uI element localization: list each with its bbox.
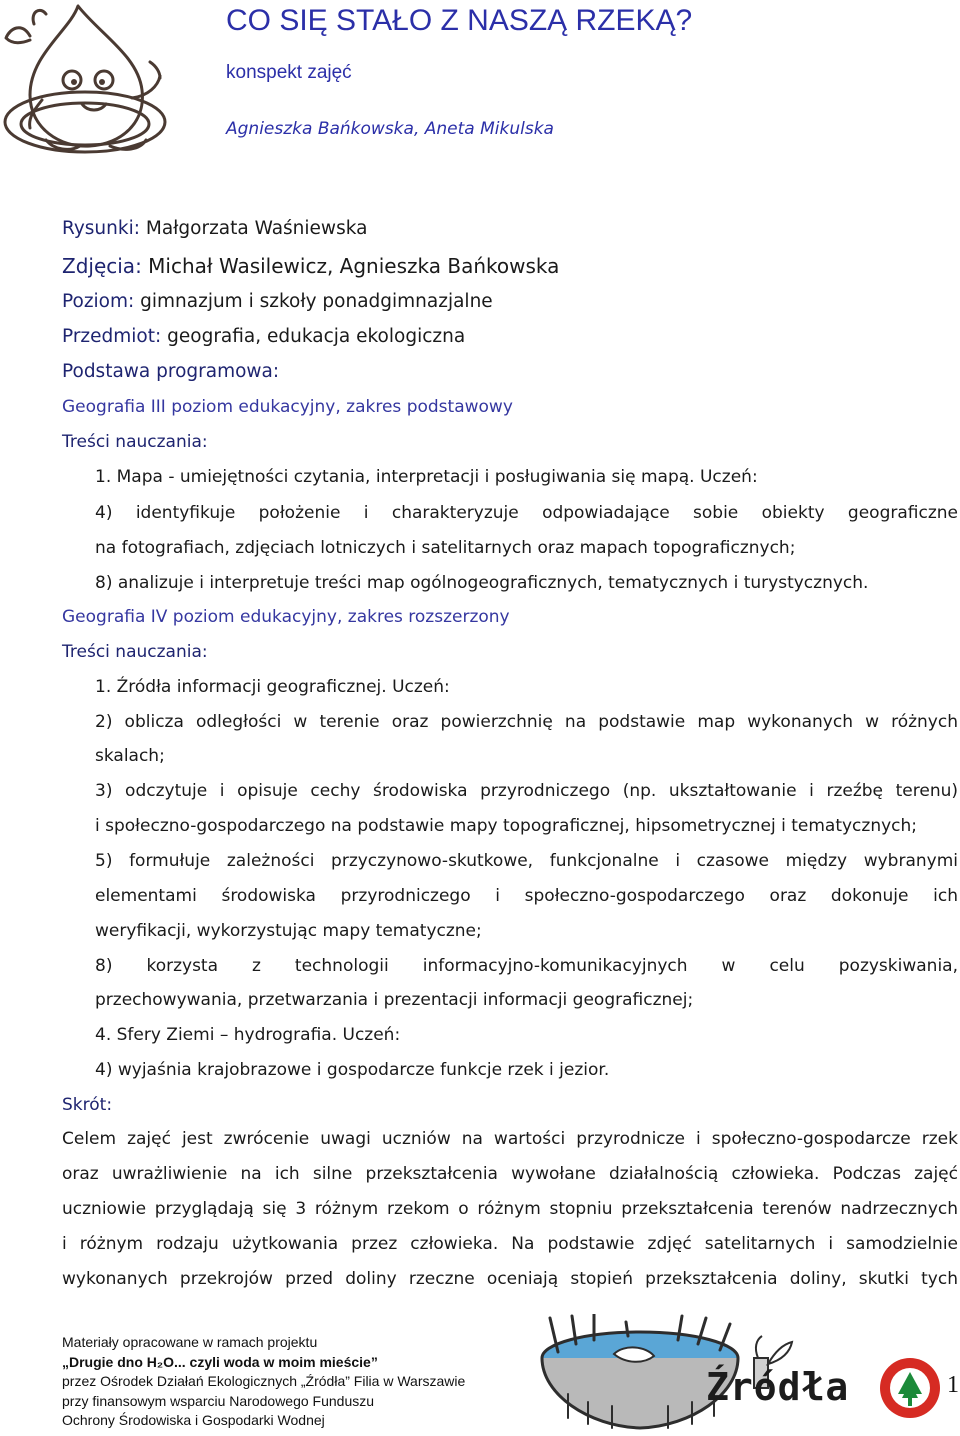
geo4-item1-5a: 5) formułuje zależności przyczynowo-skutkowe, funkcjonalne i czasowe między wybranymi xyxy=(95,851,958,871)
footer-project-name: „Drugie dno H₂O... czyli woda w moim mieście” xyxy=(62,1353,378,1370)
geo4-item1-3a: 3) odczytuje i opisuje cechy środowiska przyrodniczego (np. ukształtowanie i rzeźbę terenu) xyxy=(95,781,958,801)
geo3-item1-8: 8) analizuje i interpretuje treści map ogólnogeograficznych, tematycznych i turystycznych. xyxy=(95,573,869,593)
summary-line-1: Celem zajęć jest zwrócenie uwagi uczniów na wartości przyrodnicze i społeczno-gospodarcze rzek xyxy=(62,1129,958,1149)
photos-label: Zdjęcia: xyxy=(62,254,142,278)
content-label-2: Treści nauczania: xyxy=(62,642,208,662)
geo3-item1-4b: na fotografiach, zdjęciach lotniczych i satelitarnych oraz mapach topograficznych; xyxy=(95,538,796,558)
geo4-item4-4: 4) wyjaśnia krajobrazowe i gospodarcze funkcje rzek i jezior. xyxy=(95,1060,610,1080)
geo3-item1: 1. Mapa - umiejętności czytania, interpretacji i posługiwania się mapą. Uczeń: xyxy=(95,467,758,487)
geo4-item1-5b: elementami środowiska przyrodniczego i społeczno-gospodarczego oraz dokonuje ich xyxy=(95,886,958,906)
geo4-item1: 1. Źródła informacji geograficznej. Uczeń: xyxy=(95,677,450,697)
content-label-1: Treści nauczania: xyxy=(62,432,208,452)
footer-line-1: Materiały opracowane w ramach projektu xyxy=(62,1334,318,1350)
summary-line-3: uczniowie przyglądają się 3 różnym rzekom o różnym stopniu przekształcenia terenów nadrzecznych xyxy=(62,1199,958,1219)
summary-line-2: oraz uwrażliwienie na ich silne przekształcenia wywołane działalnością człowieka. Podczas zajęć xyxy=(62,1164,958,1184)
summary-line-5: wykonanych przekrojów przed doliny rzeczne oceniają stopień przekształcenia doliny, skutki tych xyxy=(62,1269,958,1289)
footer-line-5: Ochrony Środowiska i Gospodarki Wodnej xyxy=(62,1412,325,1428)
photos-line xyxy=(62,254,559,278)
document-subtitle: konspekt zajęć xyxy=(226,62,352,83)
geo4-heading: Geografia IV poziom edukacyjny, zakres rozszerzony xyxy=(62,607,510,627)
document-authors: Agnieszka Bańkowska, Aneta Mikulska xyxy=(226,119,554,139)
geo4-item4: 4. Sfery Ziemi – hydrografia. Uczeń: xyxy=(95,1025,401,1045)
geo3-item1-4a: 4) identyfikuje położenie i charakteryzuje odpowiadające sobie obiekty geograficzne xyxy=(95,503,958,523)
footer-line-4: przy finansowym wsparciu Narodowego Funduszu xyxy=(62,1392,375,1409)
geo4-item1-8b: przechowywania, przetwarzania i prezentacji informacji geograficznej; xyxy=(95,990,694,1010)
geo4-item1-8a: 8) korzysta z technologii informacyjno-komunikacyjnych w celu pozyskiwania, xyxy=(95,956,958,976)
zrodla-logo-wordmark: Źródła xyxy=(706,1365,850,1409)
level-line xyxy=(62,291,493,312)
curriculum-label: Podstawa programowa: xyxy=(62,361,280,382)
water-drop-mascot-illustration xyxy=(0,0,205,175)
geo4-item1-2a: 2) oblicza odległości w terenie oraz powierzchnię na podstawie map wykonanych w różnych xyxy=(95,712,958,732)
summary-label: Skrót: xyxy=(62,1095,113,1115)
summary-line-4: i różnym rodzaju użytkowania przez człowieka. Na podstawie zdjęć satelitarnych i samodzielnie xyxy=(62,1234,958,1254)
drawings-line xyxy=(62,218,367,239)
level-label: Poziom: xyxy=(62,291,135,312)
drawings-label: Rysunki: xyxy=(62,218,140,239)
geo3-heading: Geografia III poziom edukacyjny, zakres podstawowy xyxy=(62,397,513,417)
footer-line-3: przez Ośrodek Działań Ekologicznych „Źródła” Filia w Warszawie xyxy=(62,1373,466,1389)
subject-line xyxy=(62,326,465,347)
subject-label: Przedmiot: xyxy=(62,326,162,347)
photos-value: Michał Wasilewicz, Agnieszka Bańkowska xyxy=(148,254,560,278)
geo4-item1-2b: skalach; xyxy=(95,746,165,766)
page-number: 1 xyxy=(947,1372,959,1398)
drawings-value: Małgorzata Waśniewska xyxy=(145,218,368,239)
nfosigw-logo xyxy=(878,1356,942,1420)
geo4-item1-3b: i społeczno-gospodarczego na podstawie mapy topograficznej, hipsometrycznej i tematycznych; xyxy=(95,816,918,836)
subject-value: geografia, edukacja ekologiczna xyxy=(167,326,466,347)
geo4-item1-5c: weryfikacji, wykorzystując mapy tematyczne; xyxy=(95,921,482,941)
footer-project-info xyxy=(62,1333,465,1431)
document-title: CO SIĘ STAŁO Z NASZĄ RZEKĄ? xyxy=(226,4,693,37)
level-value: gimnazjum i szkoły ponadgimnazjalne xyxy=(140,291,493,312)
